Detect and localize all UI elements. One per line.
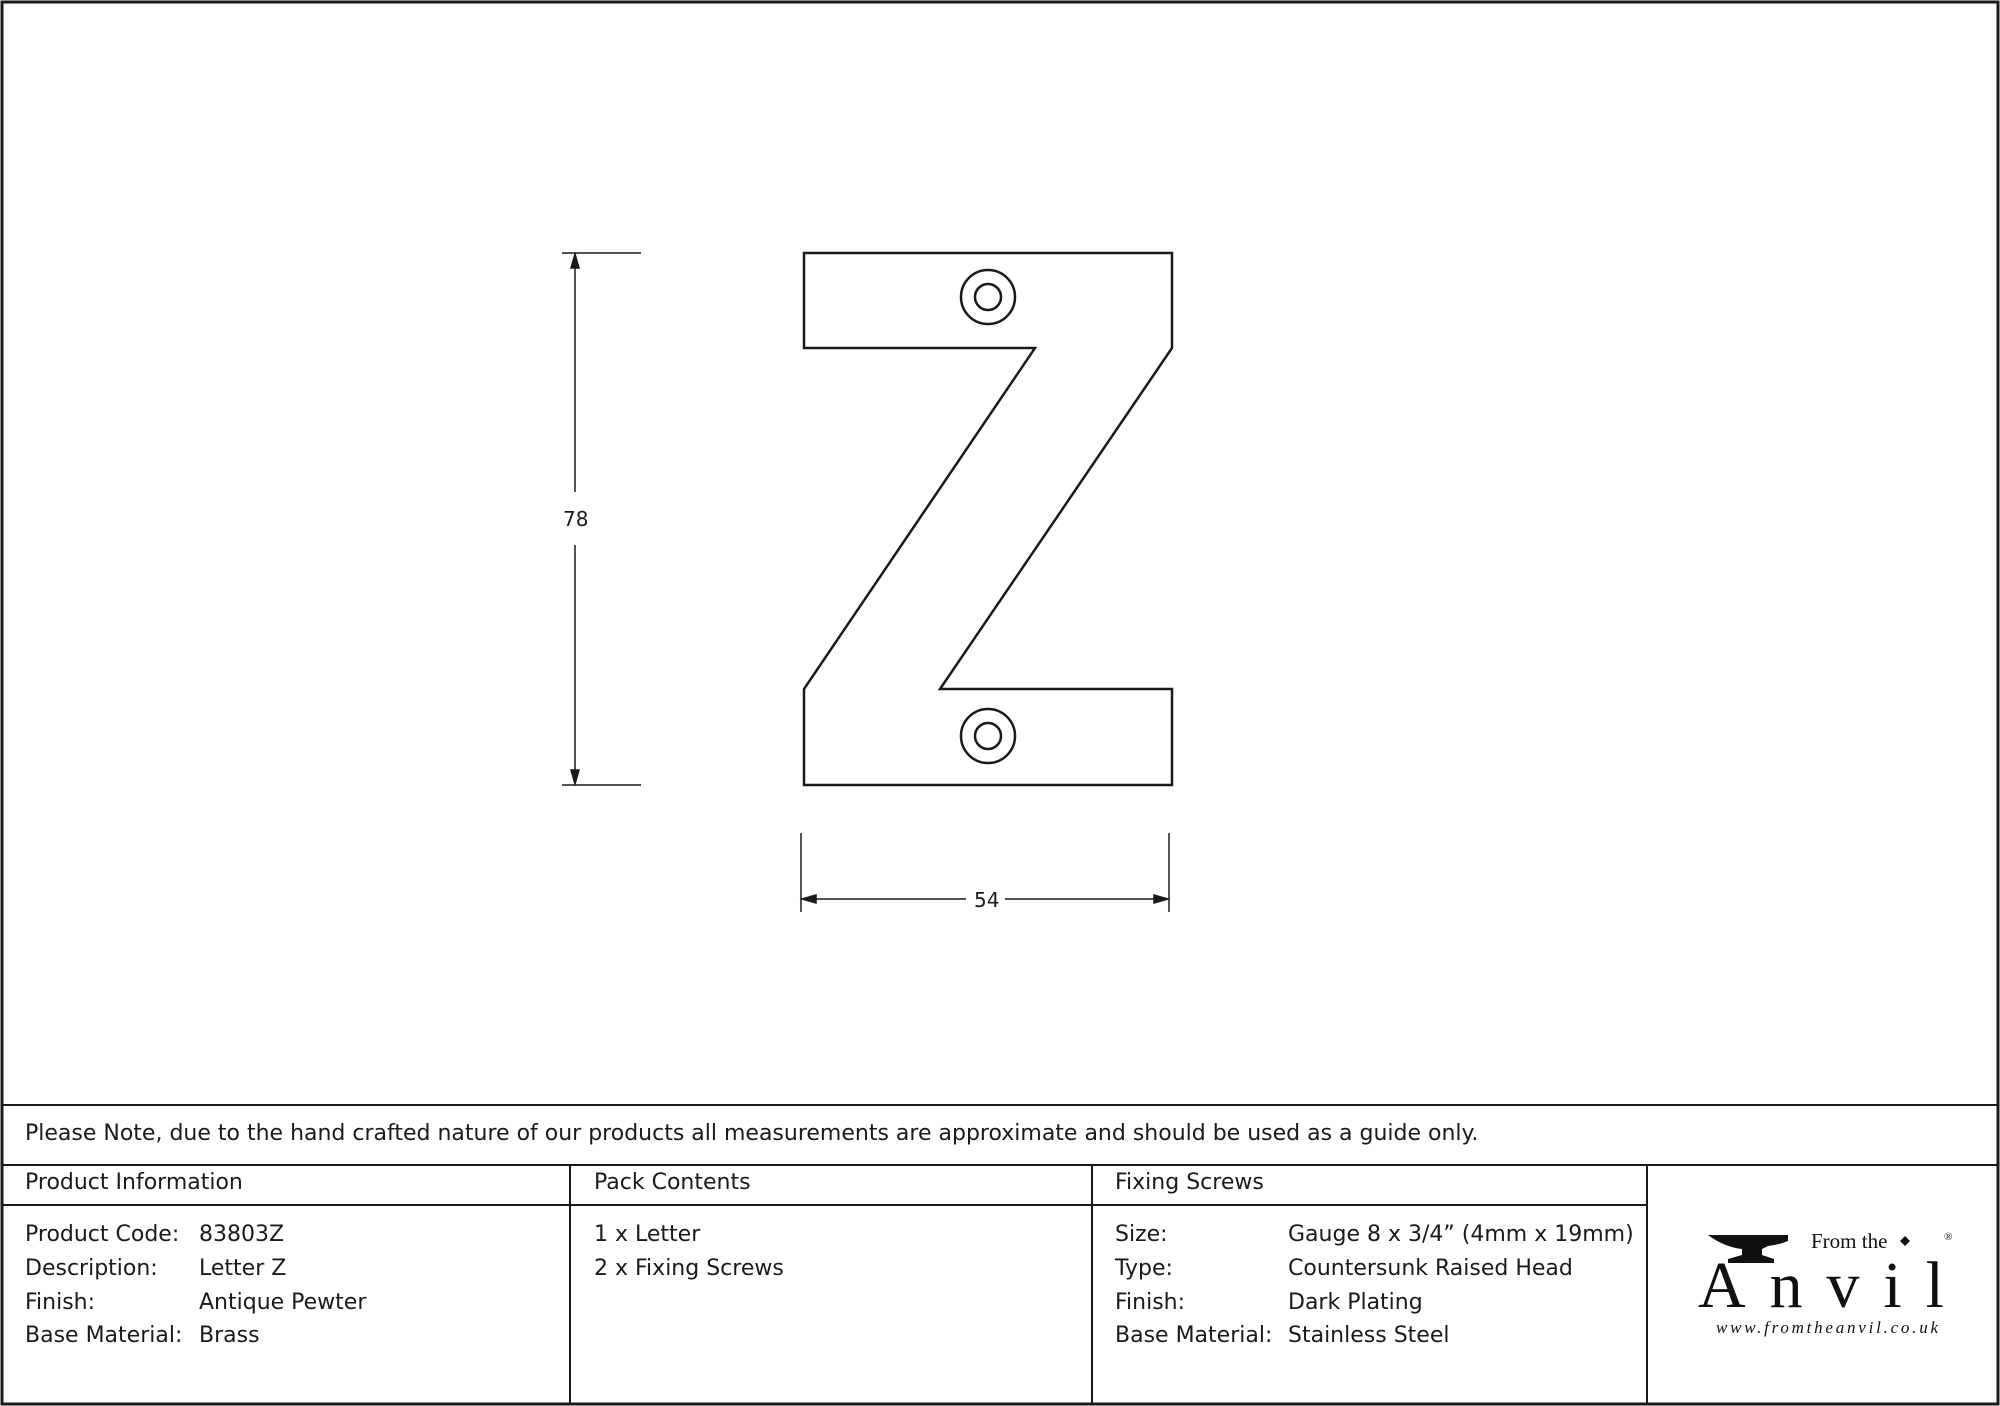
logo-anvil-text: Anvil bbox=[1698, 1249, 1944, 1322]
sheet-border bbox=[2, 2, 1998, 1404]
description-label: Description: bbox=[25, 1256, 158, 1281]
screw-size-value: Gauge 8 x 3/4” (4mm x 19mm) bbox=[1288, 1222, 1634, 1247]
from-the-anvil-logo bbox=[1690, 1225, 1960, 1345]
letter-z-outline bbox=[804, 253, 1172, 785]
logo-diamond bbox=[1900, 1236, 1910, 1246]
screw-size-label: Size: bbox=[1115, 1222, 1168, 1247]
width-dimension-label: 54 bbox=[974, 888, 1000, 912]
screw-base-material-value: Stainless Steel bbox=[1288, 1323, 1450, 1348]
top-fixing-hole bbox=[961, 270, 1015, 324]
bottom-fixing-hole bbox=[961, 709, 1015, 763]
screw-finish-value: Dark Plating bbox=[1288, 1290, 1423, 1315]
height-dimension-label: 78 bbox=[563, 507, 589, 531]
product-information-heading: Product Information bbox=[25, 1170, 243, 1195]
pack-contents-heading: Pack Contents bbox=[594, 1170, 751, 1195]
base-material-value: Brass bbox=[199, 1323, 260, 1348]
screw-type-label: Type: bbox=[1115, 1256, 1173, 1281]
logo-from-the-text: From the bbox=[1811, 1229, 1888, 1253]
screw-finish-label: Finish: bbox=[1115, 1290, 1186, 1315]
product-code-label: Product Code: bbox=[25, 1222, 180, 1247]
fixing-screws-heading: Fixing Screws bbox=[1115, 1170, 1264, 1195]
pack-item-screws: 2 x Fixing Screws bbox=[594, 1256, 784, 1281]
logo-website-url: www.fromtheanvil.co.uk bbox=[1716, 1318, 1938, 1337]
finish-value: Antique Pewter bbox=[199, 1290, 367, 1315]
measurement-note: Please Note, due to the hand crafted nature of our products all measurements are approximate and should be used as a guide only. bbox=[25, 1121, 1479, 1146]
screw-type-value: Countersunk Raised Head bbox=[1288, 1256, 1573, 1281]
pack-item-letter: 1 x Letter bbox=[594, 1222, 701, 1247]
finish-label: Finish: bbox=[25, 1290, 96, 1315]
screw-base-material-label: Base Material: bbox=[1115, 1323, 1273, 1348]
logo-registered-mark: ® bbox=[1944, 1231, 1953, 1243]
product-code-value: 83803Z bbox=[199, 1222, 285, 1247]
base-material-label: Base Material: bbox=[25, 1323, 183, 1348]
description-value: Letter Z bbox=[199, 1256, 287, 1281]
